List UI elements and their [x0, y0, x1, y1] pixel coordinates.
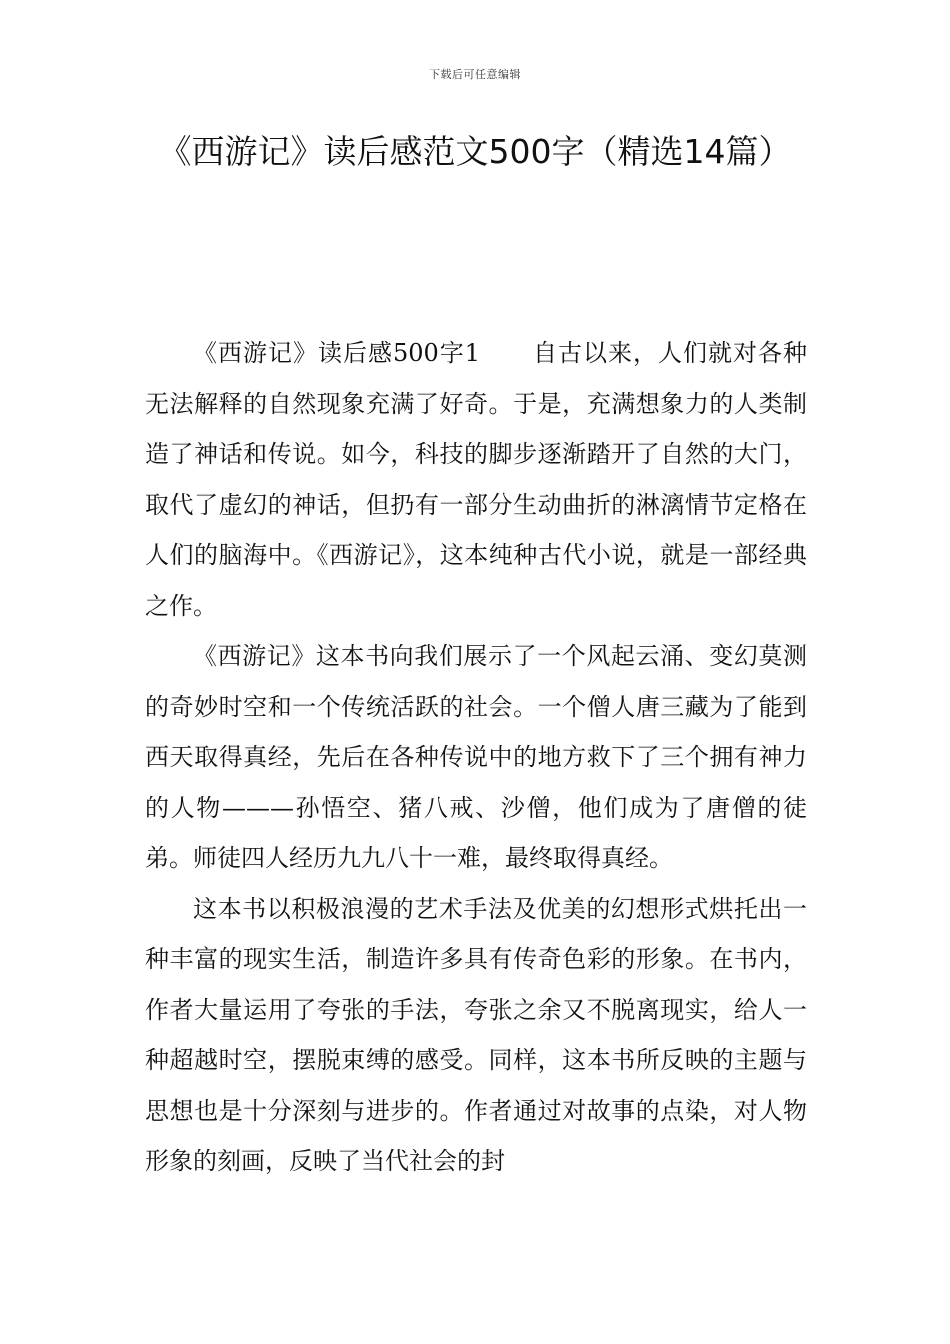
paragraph-2: 《西游记》这本书向我们展示了一个风起云涌、变幻莫测的奇妙时空和一个传统活跃的社会。一个僧人唐三藏为了能到西天取得真经，先后在各种传说中的地方救下了三个拥有神力的人物———孙悟空、猪八戒、沙僧，他们成为了唐僧的徒弟。师徒四人经历九九八十一难，最终取得真经。: [145, 642, 807, 872]
document-title: 《西游记》读后感范文500字（精选14篇）: [158, 132, 792, 171]
paragraph-1: [145, 328, 807, 631]
essay-heading: 《西游记》读后感500字1: [193, 339, 481, 367]
paragraph-1-text: 自古以来，人们就对各种无法解释的自然现象充满了好奇。于是，充满想象力的人类制造了神话和传说。如今，科技的脚步逐渐踏开了自然的大门，取代了虚幻的神话，但扔有一部分生动曲折的淋漓情节定格在人们的脑海中。《西游记》，这本纯种古代小说，就是一部经典之作。: [145, 339, 808, 620]
header-note: 下载后可任意编辑: [429, 68, 521, 81]
document-body: [145, 328, 807, 1187]
paragraph-3: 这本书以积极浪漫的艺术手法及优美的幻想形式烘托出一种丰富的现实生活，制造许多具有传奇色彩的形象。在书内，作者大量运用了夸张的手法，夸张之余又不脱离现实，给人一种超越时空，摆脱束缚的感受。同样，这本书所反映的主题与思想也是十分深刻与进步的。作者通过对故事的点染，对人物形象的刻画，反映了当代社会的封: [145, 894, 807, 1175]
